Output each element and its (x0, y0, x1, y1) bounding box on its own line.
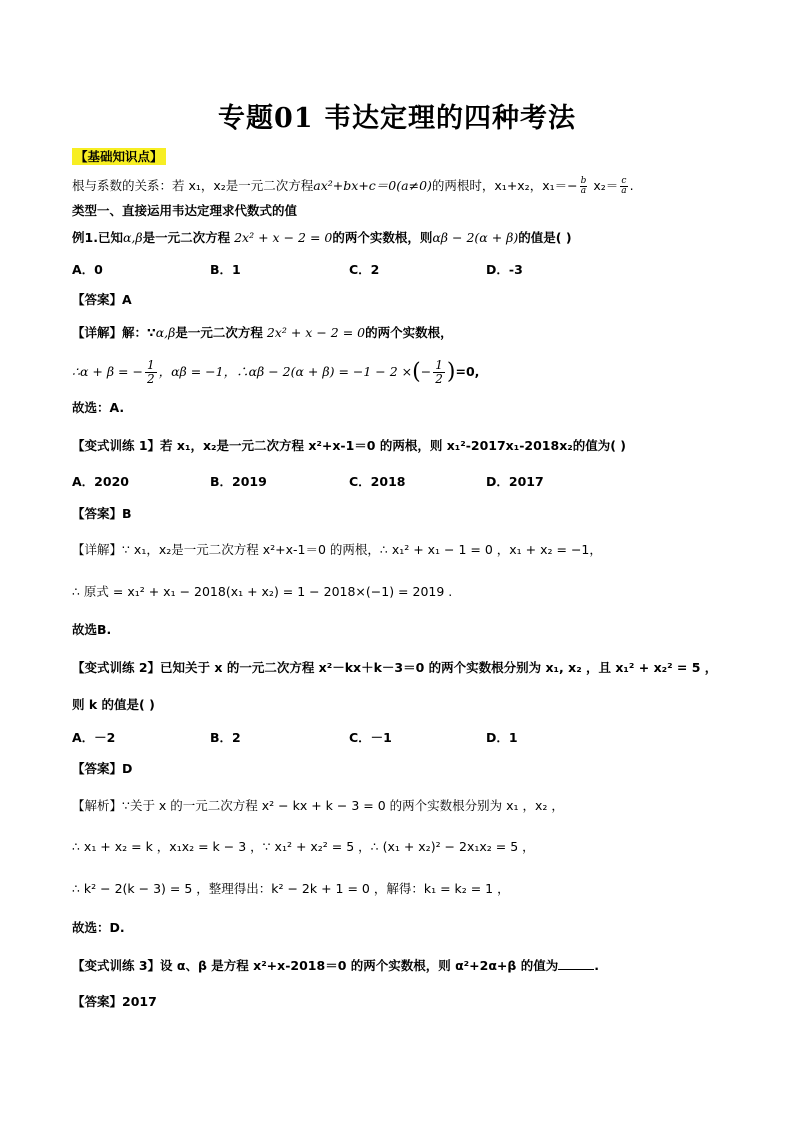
ex1-option-c: C．2 (349, 262, 380, 277)
v2-conclusion: 故选：D. (72, 920, 125, 935)
ex1-stem: 例1.已知α,β是一元二次方程 2x² + x − 2 = 0的两个实数根，则αβ − 2(α + β)的值是( ) (72, 230, 572, 245)
v2-option-a: A．－2 (72, 730, 116, 745)
page-title: 专题01 韦达定理的四种考法 (218, 103, 576, 134)
ex1-detail-1: 【详解】解：∵α,β是一元二次方程 2x² + x − 2 = 0的两个实数根， (72, 325, 453, 340)
intro-end: . (629, 178, 634, 193)
v2-detail-3: ∴ k² − 2(k − 3) = 5 ，整理得出：k² − 2k + 1 = 0 ，解得：k₁ = k₂ = 1 ， (72, 881, 510, 896)
ex1-conclusion: 故选：A. (72, 400, 125, 415)
ex1-answer: 【答案】A (72, 292, 132, 307)
intro-line (72, 177, 732, 196)
intro-lead: 根与系数的关系：若 x₁，x₂是一元二次方程 (72, 178, 314, 193)
v1-option-d: D．2017 (486, 474, 544, 489)
intro-mid: x₂＝ (589, 178, 619, 193)
v2-stem-2: 则 k 的值是( ) (72, 697, 155, 712)
v1-option-a: A．2020 (72, 474, 129, 489)
ex1-option-d: D．-3 (486, 262, 523, 277)
v1-answer: 【答案】B (72, 506, 132, 521)
section-tag-line (72, 148, 732, 166)
fraction-one-half: $\frac{1}{2}$ (146, 358, 155, 386)
intro-tail: 的两根时，x₁+x₂，x₁＝− (431, 178, 578, 193)
answer-blank[interactable] (558, 957, 594, 970)
ex1-detail-2: ∴α + β = − $\frac{1}{2}$ ，αβ = −1，∴αβ − 2(α + β) = −1 − 2 ×(− $\frac{1}{2}$ )=0, (72, 358, 480, 386)
v2-detail-2: ∴ x₁ + x₂ = k ，x₁x₂ = k − 3 ，∵ x₁² + x₂² = 5 ，∴ (x₁ + x₂)² − 2x₁x₂ = 5 ， (72, 839, 535, 854)
v2-option-b: B．2 (210, 730, 241, 745)
v1-detail-1: 【详解】∵ x₁，x₂是一元二次方程 x²+x-1＝0 的两根，∴ x₁² + x₁ − 1 = 0 ，x₁ + x₂ = −1， (72, 542, 602, 557)
v3-answer: 【答案】2017 (72, 994, 157, 1009)
type1-heading: 类型一、直接运用韦达定理求代数式的值 (72, 203, 298, 218)
intro-equation: ax²+bx+c＝0(a≠0) (313, 178, 432, 193)
v3-stem: 【变式训练 3】设 α、β 是方程 x²+x-2018＝0 的两个实数根，则 α²+2α+β 的值为 . (72, 958, 599, 973)
ex1-option-b: B．1 (210, 262, 241, 277)
v2-option-d: D．1 (486, 730, 518, 745)
v2-answer: 【答案】D (72, 761, 133, 776)
v1-stem: 【变式训练 1】若 x₁，x₂是一元二次方程 x²+x-1＝0 的两根，则 x₁²-2017x₁-2018x₂的值为( ) (72, 438, 627, 453)
v1-option-b: B．2019 (210, 474, 267, 489)
section-tag: 【基础知识点】 (72, 148, 166, 165)
v1-conclusion: 故选B. (72, 622, 112, 637)
v2-stem-1: 【变式训练 2】已知关于 x 的一元二次方程 x²－kx＋k－3＝0 的两个实数根分别为 x₁, x₂ ，且 x₁² + x₂² = 5 ， (72, 660, 718, 675)
v1-detail-2: ∴ 原式 = x₁² + x₁ − 2018(x₁ + x₂) = 1 − 2018×(−1) = 2019 . (72, 584, 453, 599)
v2-detail-1: 【解析】∵关于 x 的一元二次方程 x² − kx + k − 3 = 0 的两个实数根分别为 x₁ ，x₂ ， (72, 798, 564, 813)
fraction-c-over-a: $\frac{c}{a}$ (621, 176, 627, 196)
v1-option-c: C．2018 (349, 474, 406, 489)
v2-option-c: C．－1 (349, 730, 392, 745)
fraction-b-over-a: $\frac{b}{a}$ (580, 176, 587, 196)
ex1-option-a: A．0 (72, 262, 103, 277)
fraction-one-half-inner: $\frac{1}{2}$ (435, 358, 443, 386)
